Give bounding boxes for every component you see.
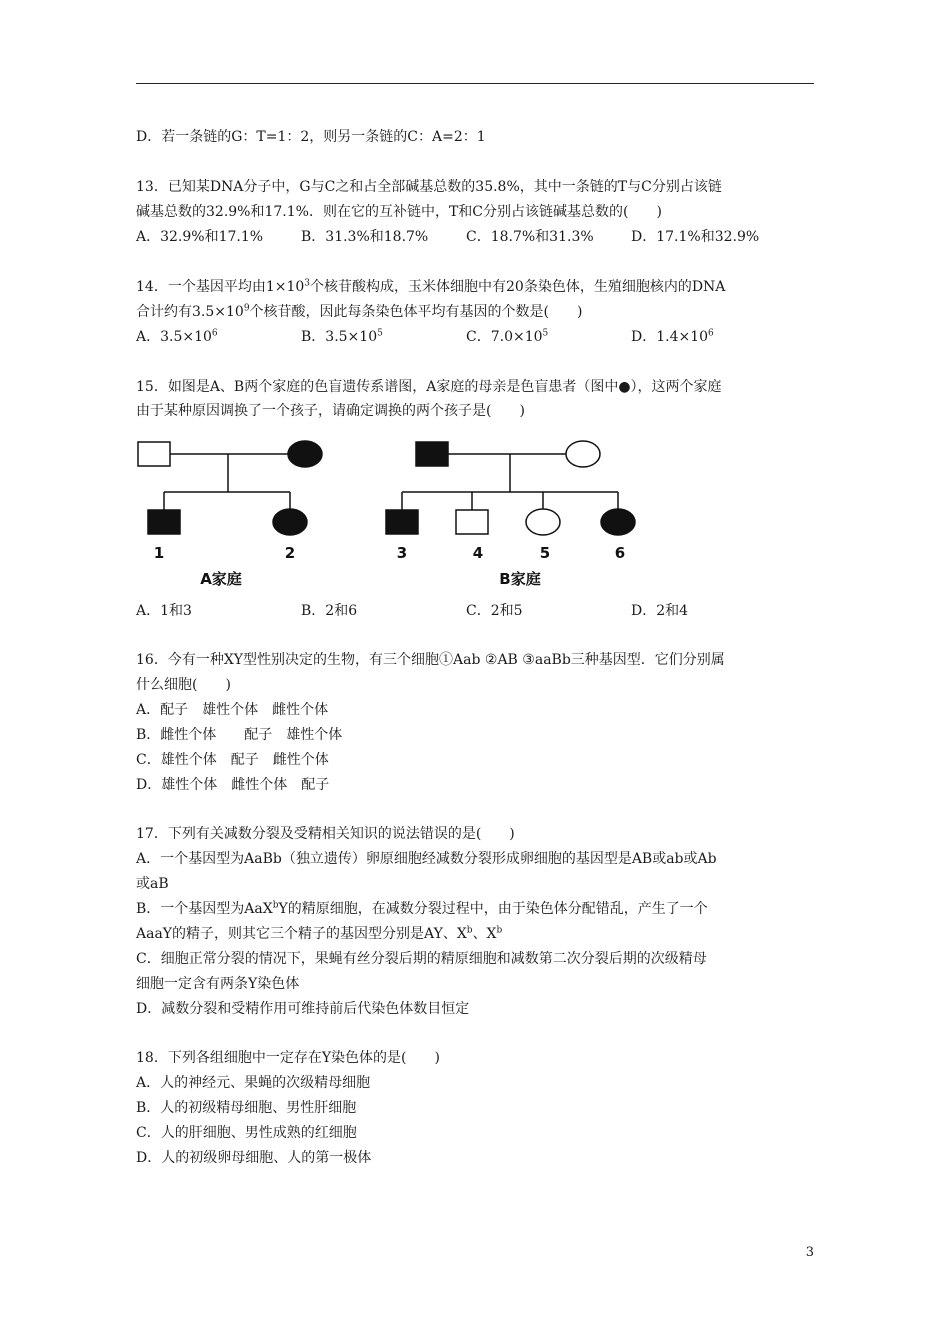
q16-option-c: C．雄性个体 配子 雌性个体 — [136, 752, 329, 768]
child-1-label: 1 — [153, 544, 165, 562]
q15-option-c: C．2和5 — [466, 603, 523, 619]
q16-option-a: A．配子 雄性个体 雌性个体 — [136, 702, 329, 718]
child-3-label: 3 — [396, 544, 408, 562]
q13-option-c: C．18.7%和31.3% — [466, 229, 594, 245]
q17-option-c-line-2: 细胞一定含有两条Y染色体 — [136, 976, 300, 992]
child-2-label: 2 — [284, 544, 296, 562]
child-6-symbol — [601, 509, 635, 535]
q17-option-a-line-1: A．一个基因型为AaBb（独立遗传）卵原细胞经减数分裂形成卵细胞的基因型是AB或ab或Ab — [136, 851, 717, 867]
child-4-symbol — [456, 510, 488, 534]
q13-stem-line-1: 13．已知某DNA分子中，G与C之和占全部碱基总数的35.8%，其中一条链的T与C分别占该链 — [136, 179, 722, 195]
q16-stem-line-2: 什么细胞( ) — [136, 677, 231, 693]
family-a-mother — [288, 441, 322, 467]
q12-option-d: D．若一条链的G：T=1：2，则另一条链的C：A=2：1 — [136, 129, 486, 145]
q18-option-d: D．人的初级卵母细胞、人的第一极体 — [136, 1150, 372, 1166]
family-a-label: A家庭 — [200, 570, 242, 588]
q13-option-d: D．17.1%和32.9% — [631, 229, 760, 245]
q18-option-c: C．人的肝细胞、男性成熟的红细胞 — [136, 1125, 357, 1141]
q15-stem-line-2: 由于某种原因调换了一个孩子，请确定调换的两个孩子是( ) — [136, 403, 525, 419]
q18-option-b: B．人的初级精母细胞、男性肝细胞 — [136, 1100, 357, 1116]
q14-option-a: A．$3.5\times 10^6$ — [136, 328, 218, 345]
child-4-label: 4 — [472, 544, 484, 562]
family-b-mother — [566, 441, 600, 467]
q14-option-d: D．$1.4\times 10^6$ — [631, 328, 714, 345]
child-2-symbol — [273, 509, 307, 535]
pedigree-figure — [130, 432, 660, 592]
q14-stem-line-1: 14．一个基因平均由$1\times 10^3$个核苷酸构成，玉米体细胞中有20条染色体，生殖细胞核内的DNA — [136, 278, 726, 295]
q18-option-a: A．人的神经元、果蝇的次级精母细胞 — [136, 1075, 371, 1091]
q13-option-b: B．31.3%和18.7% — [301, 229, 429, 245]
q18-stem: 18．下列各组细胞中一定存在Y染色体的是( ) — [136, 1050, 440, 1066]
child-6-label: 6 — [614, 544, 626, 562]
q16-option-b: B．雌性个体 配子 雄性个体 — [136, 727, 343, 743]
q17-stem: 17．下列有关减数分裂及受精相关知识的说法错误的是( ) — [136, 826, 515, 842]
q17-option-a-line-2: 或aB — [136, 876, 169, 892]
family-a-father — [138, 442, 170, 466]
q17-option-b-line-1: B．一个基因型为AaX$^b$Y的精原细胞，在减数分裂过程中，由于染色体分配错乱，产生了一个 — [136, 900, 708, 917]
header-rule — [136, 83, 814, 84]
q14-stem-line-2: 合计约有$3.5\times 10^9$个核苷酸，因此每条染色体平均有基因的个数是( ) — [136, 303, 583, 320]
q13-stem-line-2: 碱基总数的32.9%和17.1%．则在它的互补链中，T和C分别占该链碱基总数的( ) — [136, 204, 662, 220]
child-5-symbol — [526, 509, 560, 535]
q16-stem-line-1: 16．今有一种XY型性别决定的生物，有三个细胞①Aab ②AB ③aaBb三种基因型．它们分别属 — [136, 652, 725, 668]
q16-option-d: D．雄性个体 雌性个体 配子 — [136, 777, 330, 793]
q17-option-d: D．减数分裂和受精作用可维持前后代染色体数目恒定 — [136, 1001, 470, 1017]
q17-option-b-line-2: AaaY的精子，则其它三个精子的基因型分别是AY、$X^b$、$X^b$ — [136, 925, 503, 942]
family-b-label: B家庭 — [499, 570, 541, 588]
q14-option-c: C．$7.0\times 10^5$ — [466, 328, 549, 345]
q15-option-b: B．2和6 — [301, 603, 358, 619]
q15-stem-line-1: 15．如图是A、B两个家庭的色盲遗传系谱图，A家庭的母亲是色盲患者（图中●），这两个家庭 — [136, 379, 722, 395]
q15-option-a: A．1和3 — [136, 603, 192, 619]
child-1-symbol — [148, 510, 180, 534]
q13-option-a: A．32.9%和17.1% — [136, 229, 264, 245]
child-3-symbol — [386, 510, 418, 534]
q14-option-b: B．$3.5\times 10^5$ — [301, 328, 383, 345]
family-b-father — [416, 442, 448, 466]
q17-option-c-line-1: C．细胞正常分裂的情况下，果蝇有丝分裂后期的精原细胞和减数第二次分裂后期的次级精母 — [136, 951, 707, 967]
q15-option-d: D．2和4 — [631, 603, 689, 619]
child-5-label: 5 — [539, 544, 551, 562]
page-number: 3 — [805, 1245, 814, 1260]
